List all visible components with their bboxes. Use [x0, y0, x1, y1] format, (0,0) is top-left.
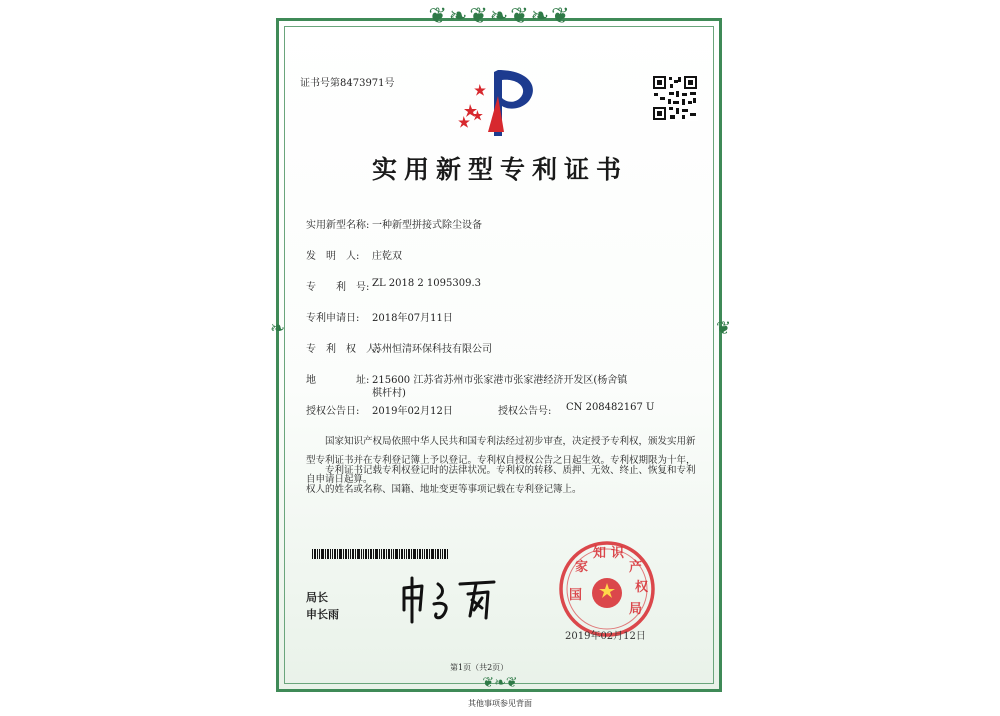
- field-patent-no-value: ZL 2018 2 1095309.3: [372, 278, 482, 289]
- field-owner-label: 专 利 权 人:: [306, 344, 380, 355]
- svg-text:产: 产: [629, 560, 643, 575]
- left-ornament-icon: ❧: [270, 318, 286, 339]
- page-number: 第1页（共2页）: [450, 663, 509, 672]
- field-grant-no-value: CN 208482167 U: [566, 402, 655, 413]
- field-filing-date-value: 2018年07月11日: [372, 313, 453, 324]
- barcode-icon: [312, 549, 448, 559]
- svg-text:知: 知: [593, 546, 607, 561]
- field-name-label: 实用新型名称:: [306, 220, 370, 231]
- svg-text:权: 权: [635, 580, 649, 595]
- field-address-line1: 215600 江苏省苏州市张家港市张家港经济开发区(杨舍镇: [372, 375, 628, 386]
- signature-icon: [398, 570, 508, 626]
- svg-text:局: 局: [629, 602, 643, 617]
- cnipa-logo-icon: [458, 66, 548, 138]
- paragraph-legal-status: 专利证书记载专利权登记时的法律状况。专利权的转移、质押、无效、终止、恢复和专利权人的姓名或名称、国籍、地址变更等事项记载在专利登记簿上。: [306, 465, 696, 495]
- field-grant-no-label: 授权公告号:: [498, 406, 552, 417]
- field-grant-date-label: 授权公告日:: [306, 406, 360, 417]
- svg-text:识: 识: [611, 546, 625, 561]
- svg-text:家: 家: [575, 560, 589, 575]
- field-patent-no-label: 专 利 号:: [306, 282, 370, 293]
- field-inventor-value: 庄乾双: [372, 251, 402, 262]
- qr-code-icon: [652, 75, 698, 121]
- official-seal-icon: [547, 533, 667, 641]
- bureau-name: 申长雨: [306, 608, 339, 621]
- footer-note: 其他事项参见背面: [468, 699, 532, 708]
- field-address-line2: 棋杆村): [372, 388, 406, 399]
- right-ornament-icon: ❦: [716, 318, 732, 339]
- svg-text:国: 国: [569, 588, 583, 603]
- certificate-number: 证书号第8473971号: [300, 78, 395, 89]
- field-filing-date-label: 专利申请日:: [306, 313, 360, 324]
- bureau-title: 局长: [306, 591, 328, 604]
- paragraph-grant-decision: 国家知识产权局依照中华人民共和国专利法经过初步审查，决定授予专利权，颁发实用新型专利证书并在专利登记簿上予以登记。专利权自授权公告之日起生效。专利权期限为十年，自申请日起算。: [306, 436, 696, 485]
- field-inventor-label: 发 明 人:: [306, 251, 360, 262]
- field-address-label: 地 址:: [306, 375, 370, 386]
- certificate-title: 实用新型专利证书: [371, 155, 628, 184]
- top-ornament-icon: ❦❧❦❧❦❧❦: [428, 4, 572, 29]
- seal-date: 2019年02月12日: [565, 631, 646, 642]
- field-name-value: 一种新型拼接式除尘设备: [372, 220, 482, 231]
- field-grant-date-value: 2019年02月12日: [372, 406, 453, 417]
- field-owner-value: 苏州恒清环保科技有限公司: [372, 344, 492, 355]
- bottom-ornament-icon: ❦❧❦: [482, 675, 518, 691]
